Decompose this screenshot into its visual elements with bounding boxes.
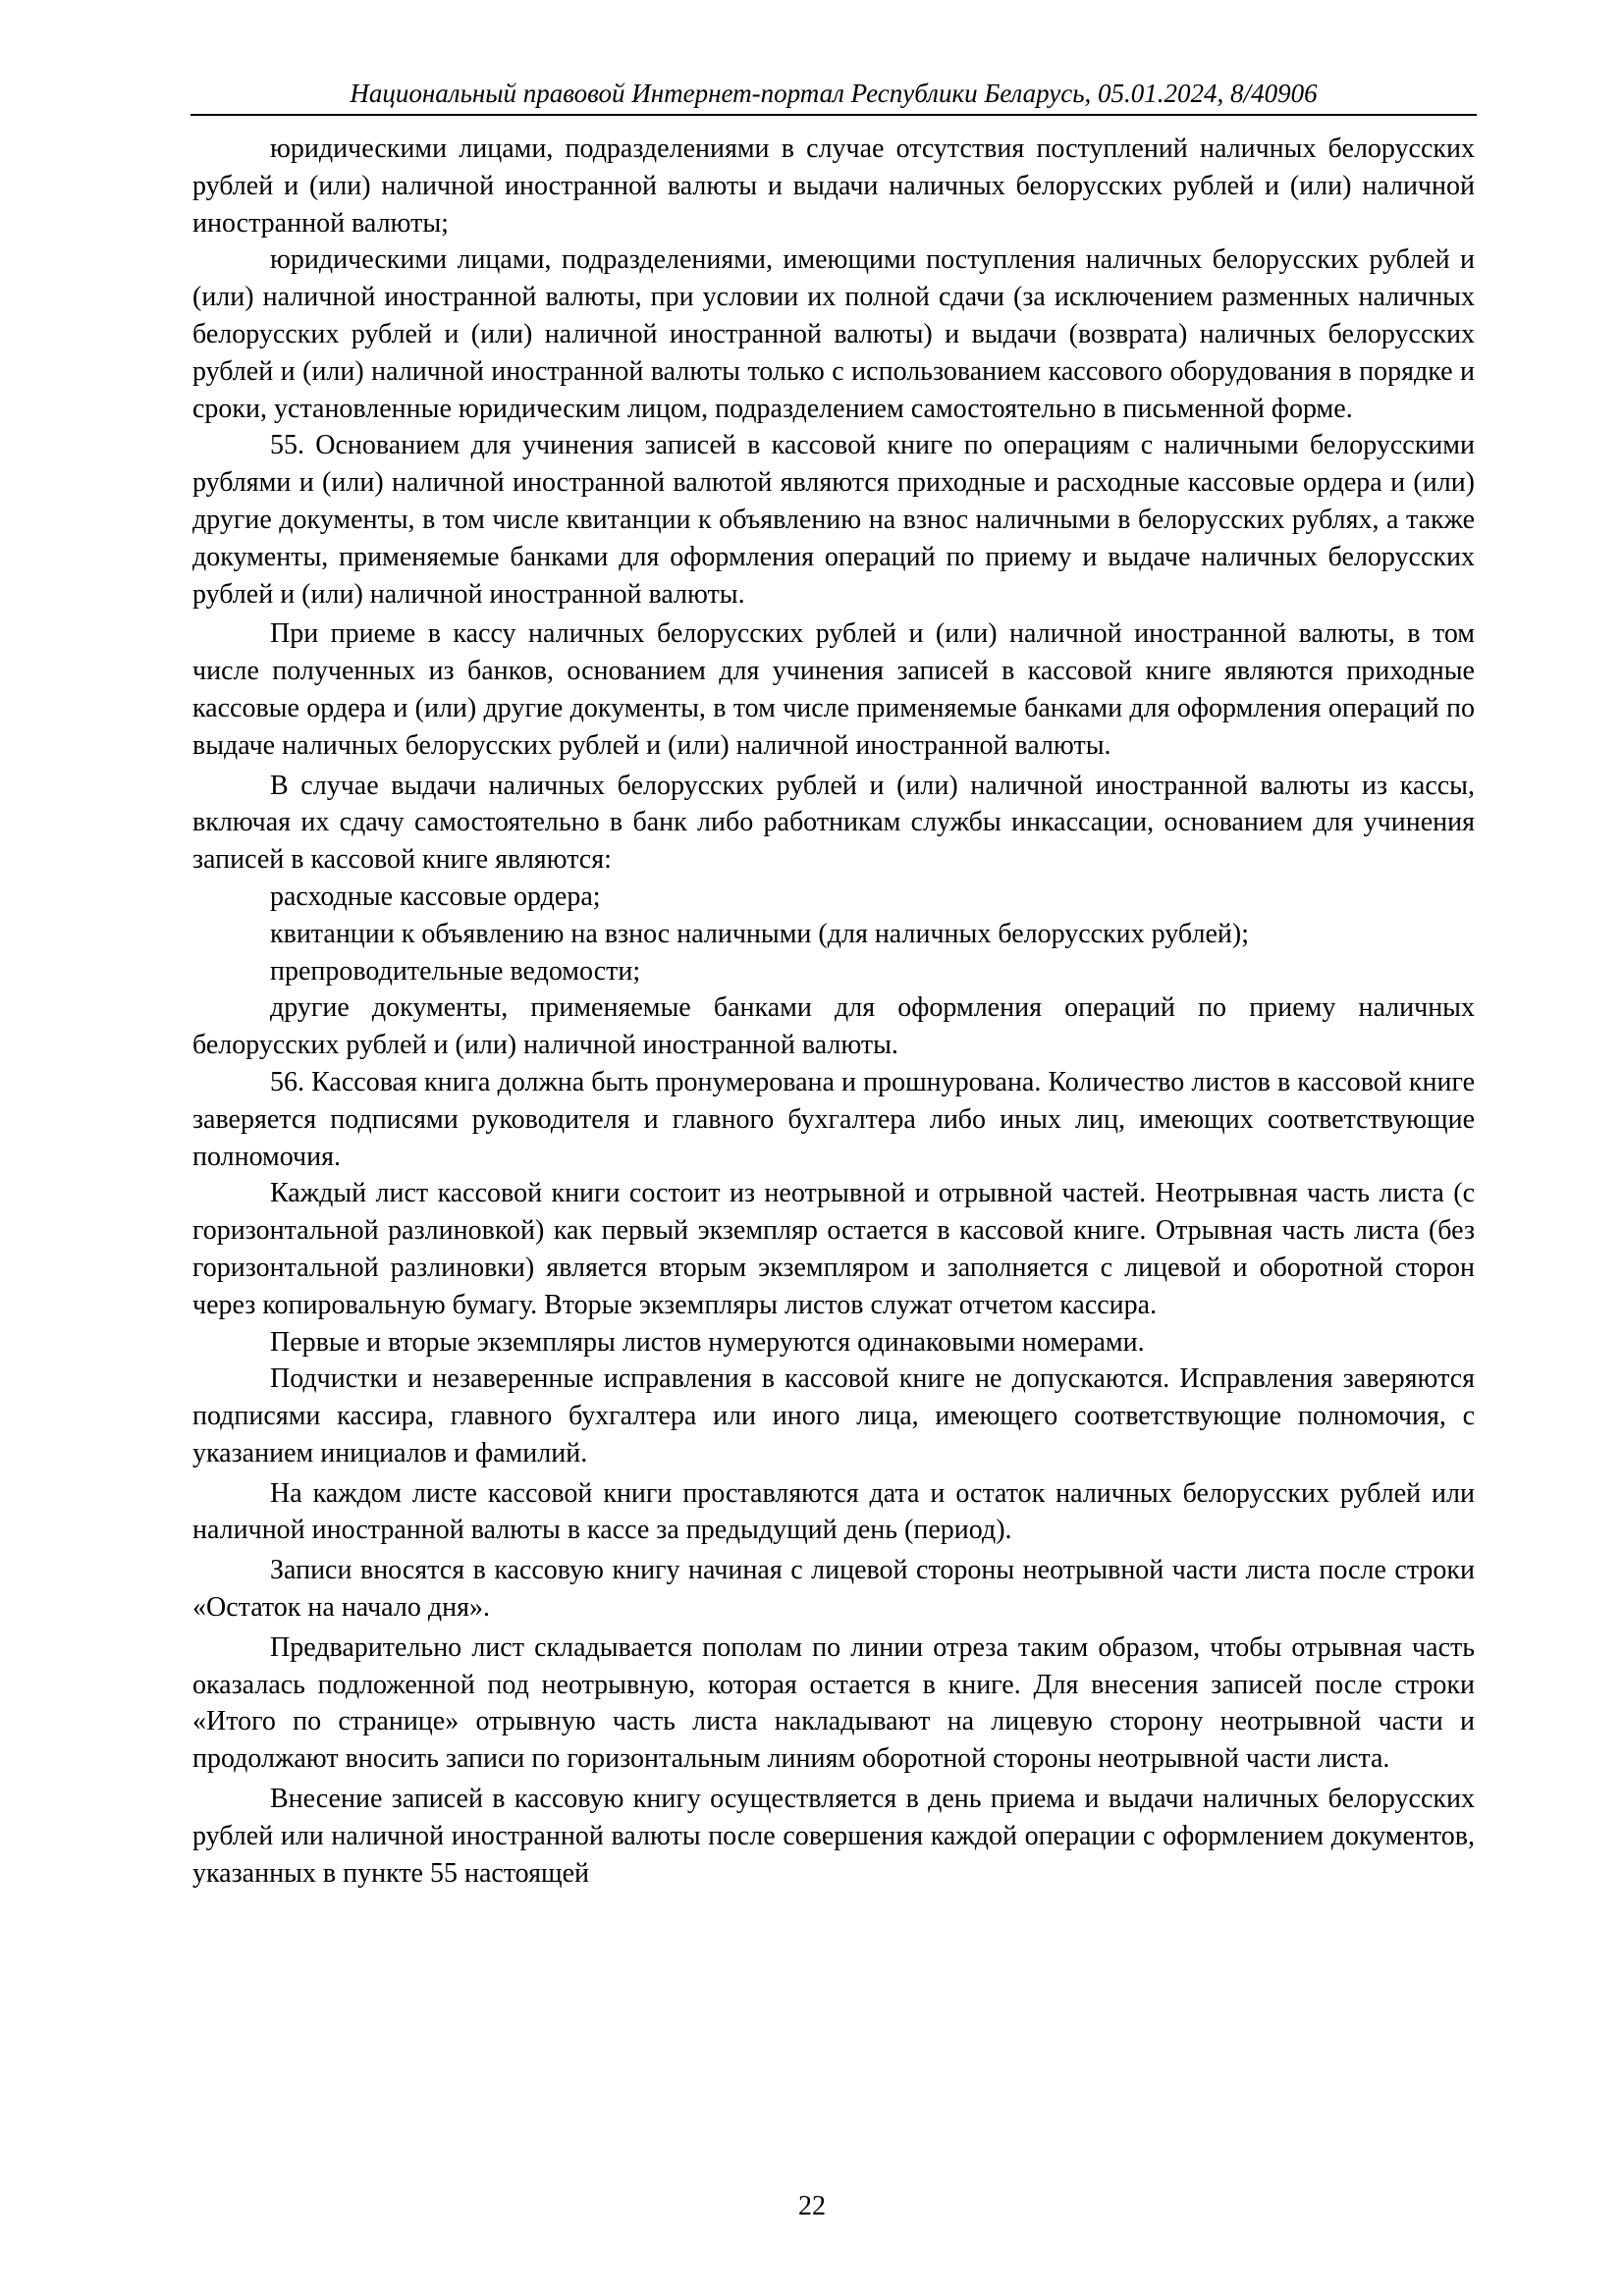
paragraph: Предварительно лист складывается пополам по линии отреза таким образом, чтобы отрывная часть оказалась подложенной под неотрывную, которая остается в книге. Для внесения записей после строки «Итого по странице» отрывную часть листа накладывают на лицевую сторону неотрывной части и продолжают вносить записи по горизонтальным линиям оборотной стороны неотрывной части листа. [192, 1631, 1475, 1775]
paragraph: юридическими лицами, подразделениями, имеющими поступления наличных белорусских рублей и (или) наличной иностранной валюты, при условии их полной сдачи (за исключением разменных наличных белорусских рублей и (или) наличной иностранной валюты) и выдачи (возврата) наличных белорусских рублей и (или) наличной иностранной валюты только с использованием кассового оборудования в порядке и сроки, установленные юридическим лицом, подразделением самостоятельно в письменной форме. [192, 244, 1475, 424]
page-header-source: Национальный правовой Интернет-портал Республики Беларусь, 05.01.2024, 8/40906 [350, 79, 1318, 108]
page-number: 22 [798, 2191, 826, 2221]
paragraph: Записи вносятся в кассовую книгу начиная с лицевой стороны неотрывной части листа после строки «Остаток на начало дня». [192, 1555, 1475, 1624]
paragraph: юридическими лицами, подразделениями в случае отсутствия поступлений наличных белорусских рублей и (или) наличной иностранной валюты и выдачи наличных белорусских рублей и (или) наличной иностранной валюты; [192, 133, 1475, 239]
header-divider [190, 114, 1477, 116]
paragraph: расходные кассовые ордера; [270, 881, 601, 912]
paragraph: Подчистки и незаверенные исправления в кассовой книге не допускаются. Исправления заверяются подписями кассира, главного бухгалтера или иного лица, имеющего соответствующие полномочия, с указанием инициалов и фамилий. [192, 1363, 1475, 1468]
paragraph: В случае выдачи наличных белорусских рублей и (или) наличной иностранной валюты из кассы, включая их сдачу самостоятельно в банк либо работникам службы инкассации, основанием для учинения записей в кассовой книге являются: [192, 770, 1475, 876]
paragraph: Каждый лист кассовой книги состоит из неотрывной и отрывной частей. Неотрывная часть листа (с горизонтальной разлиновкой) как первый экземпляр остается в кассовой книге. Отрывная часть листа (без горизонтальной разлиновки) является вторым экземпляром и заполняется с лицевой и оборотной сторон через копировальную бумагу. Вторые экземпляры листов служат отчетом кассира. [192, 1178, 1475, 1320]
paragraph: препроводительные ведомости; [270, 955, 641, 987]
paragraph: Внесение записей в кассовую книгу осуществляется в день приема и выдачи наличных белорусских рублей или наличной иностранной валюты после совершения каждой операции с оформлением документов, указанных в пункте 55 настоящей [192, 1784, 1475, 1889]
body-text [192, 131, 1475, 1892]
paragraph: При приеме в кассу наличных белорусских рублей и (или) наличной иностранной валюты, в том числе полученных из банков, основанием для учинения записей в кассовой книге являются приходные кассовые ордера и (или) другие документы, в том числе применяемые банками для оформления операций по выдаче наличных белорусских рублей и (или) наличной иностранной валюты. [192, 618, 1475, 761]
paragraph: другие документы, применяемые банками для оформления операций по приему наличных белорусских рублей и (или) наличной иностранной валюты. [192, 992, 1475, 1061]
paragraph: Первые и вторые экземпляры листов нумеруются одинаковыми номерами. [270, 1326, 1145, 1358]
paragraph: 56. Кассовая книга должна быть пронумерована и прошнурована. Количество листов в кассовой книге заверяется подписями руководителя и главного бухгалтера либо иных лиц, имеющих соответствующие полномочия. [192, 1066, 1475, 1172]
paragraph: 55. Основанием для учинения записей в кассовой книге по операциям с наличными белорусскими рублями и (или) наличной иностранной валютой являются приходные и расходные кассовые ордера и (или) другие документы, в том числе квитанции к объявлению на взнос наличными в белорусских рублях, а также документы, применяемые банками для оформления операций по приему и выдаче наличных белорусских рублей и (или) наличной иностранной валюты. [192, 430, 1475, 610]
paragraph: квитанции к объявлению на взнос наличными (для наличных белорусских рублей); [270, 918, 1249, 949]
paragraph: На каждом листе кассовой книги проставляются дата и остаток наличных белорусских рублей или наличной иностранной валюты в кассе за предыдущий день (период). [192, 1477, 1475, 1546]
